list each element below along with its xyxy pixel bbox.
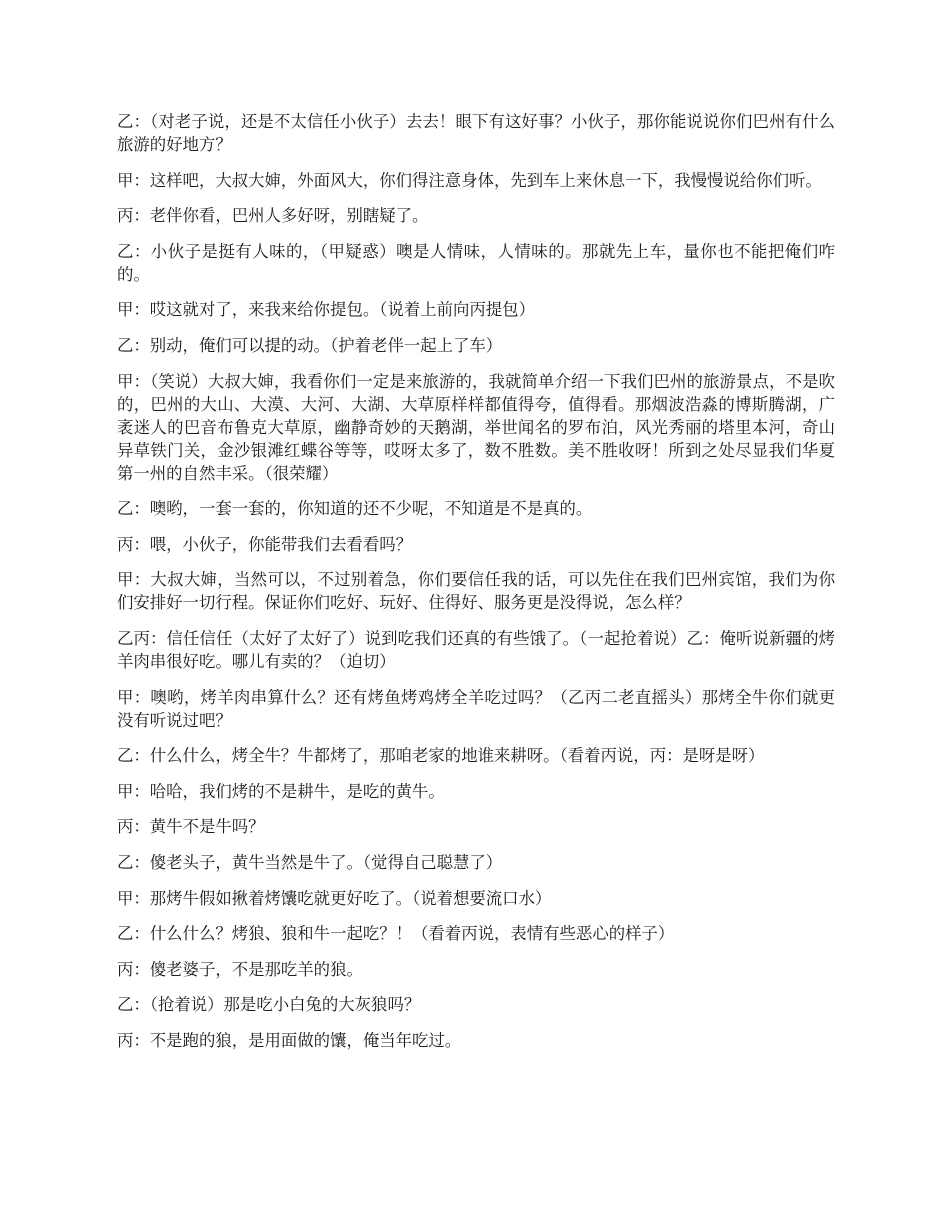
dialogue-paragraph-20: 乙：（抢着说）那是吃小白兔的大灰狼吗？: [117, 995, 421, 1015]
dialogue-paragraph-18: 乙：什么什么？烤狼、狼和牛一起吃？！（看着丙说，表情有些恶心的样子）: [117, 924, 675, 944]
dialogue-paragraph-8: 乙：噢哟，一套一套的，你知道的还不少呢，不知道是不是真的。: [117, 499, 593, 519]
dialogue-paragraph-19: 丙：傻老婆子，不是那吃羊的狼。: [117, 959, 363, 979]
dialogue-paragraph-6: 乙：别动，俺们可以提的动。（护着老伴一起上了车）: [117, 335, 503, 355]
dialogue-paragraph-17: 甲：那烤牛假如揪着烤馕吃就更好吃了。（说着想要流口水）: [117, 888, 552, 908]
dialogue-paragraph-1: 乙：（对老子说，还是不太信任小伙子）去去！眼下有这好事？小伙子，那你能说说你们巴州有什么旅游的好地方？: [117, 112, 835, 154]
dialogue-paragraph-14: 甲：哈哈，我们烤的不是耕牛，是吃的黄牛。: [117, 781, 445, 801]
dialogue-paragraph-11: 乙丙：信任信任（太好了太好了）说到吃我们还真的有些饿了。（一起抢着说）乙：俺听说新疆的烤羊肉串很好吃。哪儿有卖的？（迫切）: [117, 628, 835, 671]
dialogue-paragraph-15: 丙：黄牛不是牛吗？: [117, 817, 265, 837]
dialogue-paragraph-3: 丙：老伴你看，巴州人多好呀，别瞎疑了。: [117, 206, 429, 226]
dialogue-paragraph-10: 甲：大叔大婶，当然可以，不过别着急，你们要信任我的话，可以先住在我们巴州宾馆，我们为你们安排好一切行程。保证你们吃好、玩好、住得好、服务更是没得说，怎么样？: [117, 570, 835, 613]
dialogue-paragraph-4: 乙：小伙子是挺有人味的，（甲疑惑）噢是人情味，人情味的。那就先上车，量你也不能把俺们咋的。: [117, 241, 835, 284]
document-body: [117, 110, 835, 1064]
dialogue-paragraph-12: 甲：噢哟，烤羊肉串算什么？还有烤鱼烤鸡烤全羊吃过吗？（乙丙二老直摇头）那烤全牛你们就更没有听说过吧？: [117, 687, 835, 730]
dialogue-paragraph-5: 甲：哎这就对了，来我来给你提包。（说着上前向丙提包）: [117, 300, 535, 320]
dialogue-paragraph-2: 甲：这样吧，大叔大婶，外面风大，你们得注意身体，先到车上来休息一下，我慢慢说给你们听。: [117, 170, 822, 190]
dialogue-paragraph-9: 丙：喂，小伙子，你能带我们去看看吗？: [117, 534, 413, 554]
dialogue-paragraph-21: 丙：不是跑的狼，是用面做的馕，俺当年吃过。: [117, 1030, 462, 1050]
dialogue-paragraph-7: 甲：（笑说）大叔大婶，我看你们一定是来旅游的，我就简单介绍一下我们巴州的旅游景点，不是吹的，巴州的大山、大漠、大河、大湖、大草原样样都值得夸，值得看。那烟波浩淼的博斯腾湖，广袤迷人的巴音布鲁克大草原，幽静奇妙的天鹅湖，举世闻名的罗布泊，风光秀丽的塔里本河，奇山异草铁门关，金沙银滩红蝶谷等等，哎呀太多了，数不胜数。美不胜收呀！所到之处尽显我们华夏第一州的自然丰采。（很荣耀）: [117, 371, 835, 483]
dialogue-paragraph-16: 乙：傻老头子，黄牛当然是牛了。（觉得自己聪慧了）: [117, 852, 503, 872]
dialogue-paragraph-13: 乙：什么什么，烤全牛？牛都烤了，那咱老家的地谁来耕呀。（看着丙说，丙：是呀是呀）: [117, 746, 765, 766]
